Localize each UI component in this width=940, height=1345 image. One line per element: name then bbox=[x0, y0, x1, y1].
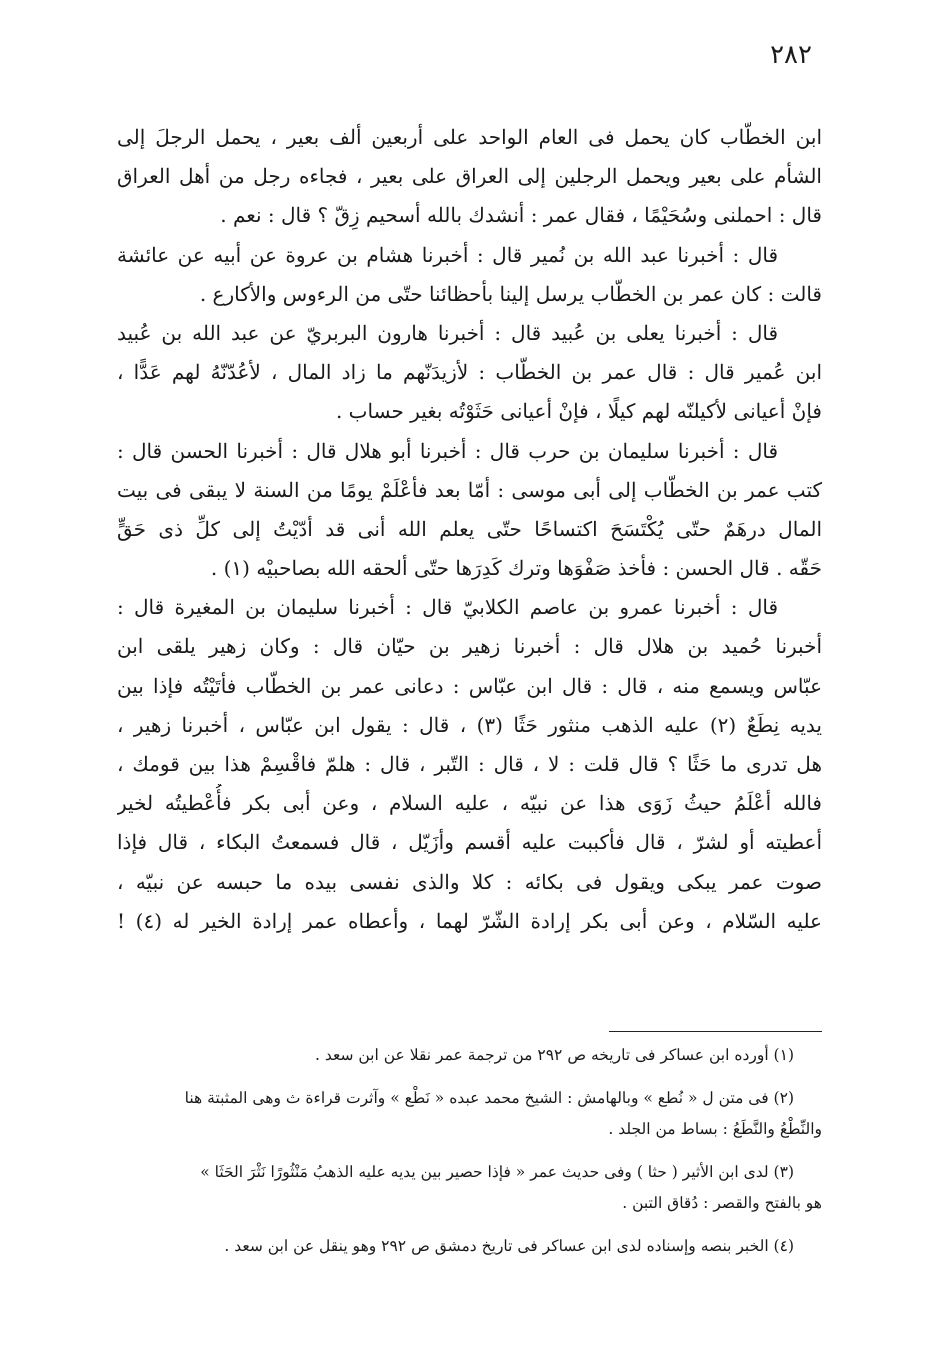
footnotes bbox=[117, 1040, 822, 1274]
footnote-1 bbox=[117, 1040, 822, 1071]
text-line: صوت عمر يبكى ويقول فى بكائه : كلا والذى نفسى بيده ما حبسه عن نبيّه ، bbox=[117, 869, 822, 894]
footnote-line: (٤) الخبر بنصه وإسناده لدى ابن عساكر فى تاريخ دمشق ص ٢٩٢ وهو ينقل عن ابن سعد . bbox=[224, 1237, 794, 1255]
text-line: ابن الخطّاب كان يحمل فى العام الواحد على أربعين ألف بعير ، يحمل الرجلَ إلى bbox=[117, 125, 822, 149]
text-line: قال : أخبرنا عبد الله بن نُمير قال : أخبرنا هشام بن عروة عن أبيه عن عائشة bbox=[117, 242, 778, 267]
text-line: الشأم على بعير ويحمل الرجلين إلى العراق على بعير ، فجاءه رجل من أهل العراق bbox=[117, 164, 822, 189]
text-line: أعطيته أو لشرّ ، قال فأكببت عليه أقسم وأزَيّل ، قال فسمعتُ البكاء ، قال فإذا bbox=[117, 830, 822, 855]
text-line: فالله أعْلَمُ حيثُ زَوَى هذا عن نبيّه ، عليه السلام ، وعن أبى بكر فأُعْطيتُه لخير bbox=[117, 791, 822, 816]
text-line: قال : أخبرنا عمرو بن عاصم الكلابيّ قال : أخبرنا سليمان بن المغيرة قال : bbox=[117, 595, 778, 620]
footnote-divider bbox=[609, 1031, 822, 1032]
text-line: هل تدرى ما حَثًا ؟ قال قلت : لا ، قال : التّبر ، قال : هلمّ فاقْسِمْ هذا بين قومك ، bbox=[117, 752, 822, 776]
text-line: قال : أخبرنا يعلى بن عُبيد قال : أخبرنا هارون البربريّ عن عبد الله بن عُبيد bbox=[117, 320, 778, 345]
text-line: قال : احملنى وسُحَيْمًا ، فقال عمر : أنشدك بالله أسحيم زِقّ ؟ قال : نعم . bbox=[220, 203, 822, 228]
text-line: عبّاس ويسمع منه ، قال : قال ابن عبّاس : دعانى عمر بن الخطّاب فأتَيْتُه فإذا بين bbox=[117, 673, 822, 698]
text-line: ابن عُمير قال : قال عمر بن الخطّاب : لأزيدَنّهم ما زاد المال ، لأعُدّنّهُ لهم عَدًّا ، bbox=[117, 360, 822, 385]
page-number: ٢٨٢ bbox=[770, 40, 812, 70]
text-line: قال : أخبرنا سليمان بن حرب قال : أخبرنا أبو هلال قال : أخبرنا الحسن قال : bbox=[117, 438, 778, 463]
footnote-line: (٢) فى متن ل « نُطع » وبالهامش : الشيخ محمد عبده « نَطْع » وآثرت قراءة ث وهى المثبتة هنا bbox=[184, 1089, 794, 1107]
text-line: يديه نِطَعٌ (٢) عليه الذهب منثور حَثًا (٣) ، قال : يقول ابن عبّاس ، أخبرنا زهير ، bbox=[117, 712, 822, 737]
text-line: عليه السّلام ، وعن أبى بكر إرادة الشّرّ لهما ، وأعطاه عمر إرادة الخير له (٤) ! bbox=[117, 908, 822, 933]
text-line: قالت : كان عمر بن الخطّاب يرسل إلينا بأحظائنا حتّى من الرءوس والأكارع . bbox=[199, 281, 822, 306]
footnote-4 bbox=[117, 1231, 822, 1262]
footnote-2 bbox=[117, 1083, 822, 1145]
footnote-line: هو بالفتح والقصر : دُقاق التبن . bbox=[622, 1194, 822, 1212]
footnote-3 bbox=[117, 1157, 822, 1219]
text-line: أخبرنا حُميد بن هلال قال : أخبرنا زهير بن حيّان قال : وكان زهير يلقى ابن bbox=[117, 634, 822, 659]
text-line: فإنْ أعيانى لأكيلنّه لهم كيلًا ، فإنْ أعيانى حَثَوْتُه بغير حساب . bbox=[335, 399, 822, 424]
text-line: حَقّه . قال الحسن : فأخذ صَفْوَها وترك كَدِرَها حتّى ألحقه الله بصاحبيْه (١) . bbox=[210, 556, 822, 581]
text-line: المال درهَمٌ حتّى يُكْتَسَحَ اكتساحًا حتّى يعلم الله أنى قد أدّيْتُ إلى كلِّ ذى حَقٍّ bbox=[117, 516, 822, 541]
text-line: كتب عمر بن الخطّاب إلى أبى موسى : أمّا بعد فأعْلَمْ يومًا من السنة لا يبقى فى بيت bbox=[117, 477, 822, 502]
footnote-line: (١) أورده ابن عساكر فى تاريخه ص ٢٩٢ من ترجمة عمر نقلا عن ابن سعد . bbox=[315, 1046, 794, 1064]
main-text bbox=[117, 118, 822, 941]
footnote-line: والنِّطْعُ والنَّطَعُ : بساط من الجلد . bbox=[608, 1120, 822, 1138]
footnote-line: (٣) لدى ابن الأثير ( حثا ) وفى حديث عمر « فإذا حصير بين يديه عليه الذهبُ مَنْثُورًا نَثْرَ الحَثَا » bbox=[200, 1163, 794, 1181]
